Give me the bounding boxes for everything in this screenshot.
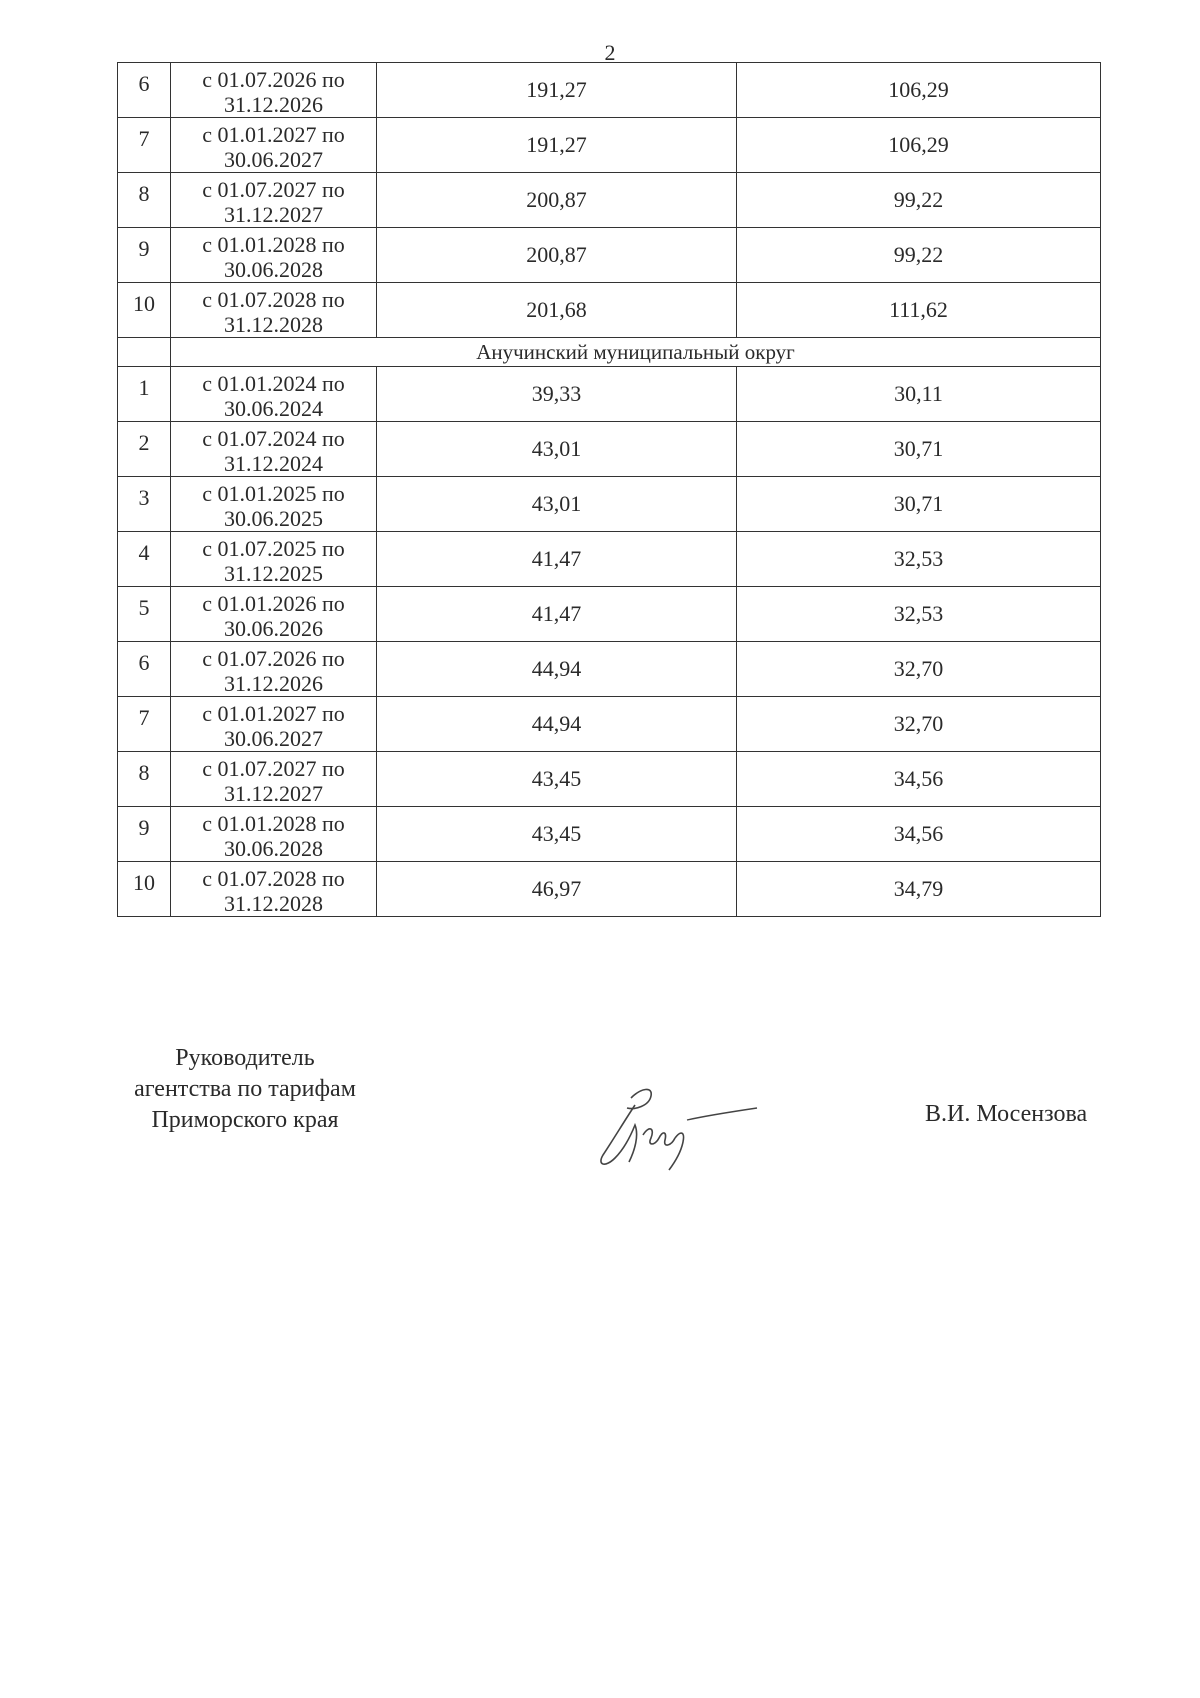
period-start: с 01.07.2028 по — [202, 287, 345, 312]
value-cell-1: 41,47 — [377, 587, 737, 642]
value-cell-1: 191,27 — [377, 118, 737, 173]
period-start: с 01.01.2025 по — [202, 481, 345, 506]
period-end: 30.06.2027 — [224, 147, 323, 172]
row-number: 4 — [118, 532, 171, 587]
position-line-1: Руководитель — [175, 1045, 315, 1071]
period-end: 30.06.2025 — [224, 506, 323, 531]
value-cell-1: 43,01 — [377, 422, 737, 477]
table-row — [118, 862, 1101, 917]
table-body-top — [118, 63, 1101, 338]
value-cell-2: 32,53 — [737, 587, 1101, 642]
table-body-section — [118, 367, 1101, 917]
table-row — [118, 477, 1101, 532]
value-cell-1: 41,47 — [377, 532, 737, 587]
period-end: 31.12.2026 — [224, 92, 323, 117]
value-cell-1: 43,45 — [377, 807, 737, 862]
value-cell-2: 106,29 — [737, 118, 1101, 173]
value-cell-1: 39,33 — [377, 367, 737, 422]
table-row — [118, 422, 1101, 477]
table-row — [118, 807, 1101, 862]
period-end: 31.12.2026 — [224, 671, 323, 696]
table-row — [118, 367, 1101, 422]
period-start: с 01.01.2028 по — [202, 232, 345, 257]
row-number: 1 — [118, 367, 171, 422]
row-number: 7 — [118, 697, 171, 752]
period-end: 31.12.2027 — [224, 202, 323, 227]
table-section-header — [118, 338, 1101, 367]
table-row — [118, 587, 1101, 642]
table-row — [118, 228, 1101, 283]
section-title: Анучинский муниципальный округ — [171, 338, 1101, 367]
table-row — [118, 283, 1101, 338]
period-end: 30.06.2026 — [224, 616, 323, 641]
row-number: 6 — [118, 63, 171, 118]
period-end: 31.12.2028 — [224, 312, 323, 337]
period-cell — [171, 118, 377, 173]
value-cell-1: 44,94 — [377, 697, 737, 752]
tariff-table — [117, 62, 1101, 917]
table-row — [118, 642, 1101, 697]
period-end: 31.12.2027 — [224, 781, 323, 806]
row-number: 10 — [118, 862, 171, 917]
period-start: с 01.01.2027 по — [202, 122, 345, 147]
table-row — [118, 118, 1101, 173]
period-start: с 01.01.2026 по — [202, 591, 345, 616]
value-cell-2: 34,56 — [737, 807, 1101, 862]
section-row — [118, 338, 1101, 367]
period-cell — [171, 697, 377, 752]
row-number: 5 — [118, 587, 171, 642]
table-row — [118, 173, 1101, 228]
row-number: 9 — [118, 228, 171, 283]
period-start: с 01.01.2024 по — [202, 371, 345, 396]
period-start: с 01.01.2028 по — [202, 811, 345, 836]
signer-name: В.И. Мосензова — [925, 1101, 1088, 1127]
period-cell — [171, 63, 377, 118]
value-cell-1: 46,97 — [377, 862, 737, 917]
period-start: с 01.07.2024 по — [202, 426, 345, 451]
period-end: 31.12.2028 — [224, 891, 323, 916]
period-cell — [171, 367, 377, 422]
period-cell — [171, 532, 377, 587]
value-cell-2: 32,70 — [737, 642, 1101, 697]
value-cell-2: 30,11 — [737, 367, 1101, 422]
period-end: 31.12.2025 — [224, 561, 323, 586]
value-cell-2: 34,79 — [737, 862, 1101, 917]
period-cell — [171, 642, 377, 697]
section-num-cell — [118, 338, 171, 367]
period-end: 30.06.2028 — [224, 257, 323, 282]
period-start: с 01.01.2027 по — [202, 701, 345, 726]
period-start: с 01.07.2028 по — [202, 866, 345, 891]
period-cell — [171, 862, 377, 917]
table-row — [118, 752, 1101, 807]
table-row — [118, 63, 1101, 118]
value-cell-1: 44,94 — [377, 642, 737, 697]
period-cell — [171, 422, 377, 477]
position-line-2: агентства по тарифам — [134, 1076, 356, 1102]
value-cell-1: 43,45 — [377, 752, 737, 807]
period-cell — [171, 752, 377, 807]
table-row — [118, 532, 1101, 587]
period-cell — [171, 283, 377, 338]
value-cell-2: 30,71 — [737, 477, 1101, 532]
value-cell-1: 201,68 — [377, 283, 737, 338]
row-number: 9 — [118, 807, 171, 862]
period-end: 30.06.2027 — [224, 726, 323, 751]
period-cell — [171, 587, 377, 642]
period-end: 30.06.2028 — [224, 836, 323, 861]
value-cell-2: 32,70 — [737, 697, 1101, 752]
period-start: с 01.07.2027 по — [202, 177, 345, 202]
value-cell-2: 99,22 — [737, 173, 1101, 228]
value-cell-2: 111,62 — [737, 283, 1101, 338]
signature-position — [100, 1043, 390, 1136]
value-cell-2: 32,53 — [737, 532, 1101, 587]
row-number: 10 — [118, 283, 171, 338]
period-end: 30.06.2024 — [224, 396, 323, 421]
period-cell — [171, 228, 377, 283]
row-number: 2 — [118, 422, 171, 477]
row-number: 6 — [118, 642, 171, 697]
value-cell-1: 200,87 — [377, 228, 737, 283]
period-start: с 01.07.2027 по — [202, 756, 345, 781]
period-end: 31.12.2024 — [224, 451, 323, 476]
row-number: 3 — [118, 477, 171, 532]
table-row — [118, 697, 1101, 752]
row-number: 7 — [118, 118, 171, 173]
value-cell-2: 106,29 — [737, 63, 1101, 118]
page-number: 2 — [604, 40, 616, 65]
period-start: с 01.07.2025 по — [202, 536, 345, 561]
period-cell — [171, 173, 377, 228]
period-start: с 01.07.2026 по — [202, 67, 345, 92]
value-cell-1: 200,87 — [377, 173, 737, 228]
row-number: 8 — [118, 752, 171, 807]
value-cell-1: 43,01 — [377, 477, 737, 532]
value-cell-2: 34,56 — [737, 752, 1101, 807]
row-number: 8 — [118, 173, 171, 228]
period-start: с 01.07.2026 по — [202, 646, 345, 671]
value-cell-2: 30,71 — [737, 422, 1101, 477]
period-cell — [171, 807, 377, 862]
handwritten-signature — [595, 1080, 765, 1180]
value-cell-1: 191,27 — [377, 63, 737, 118]
position-line-3: Приморского края — [151, 1107, 339, 1133]
period-cell — [171, 477, 377, 532]
value-cell-2: 99,22 — [737, 228, 1101, 283]
